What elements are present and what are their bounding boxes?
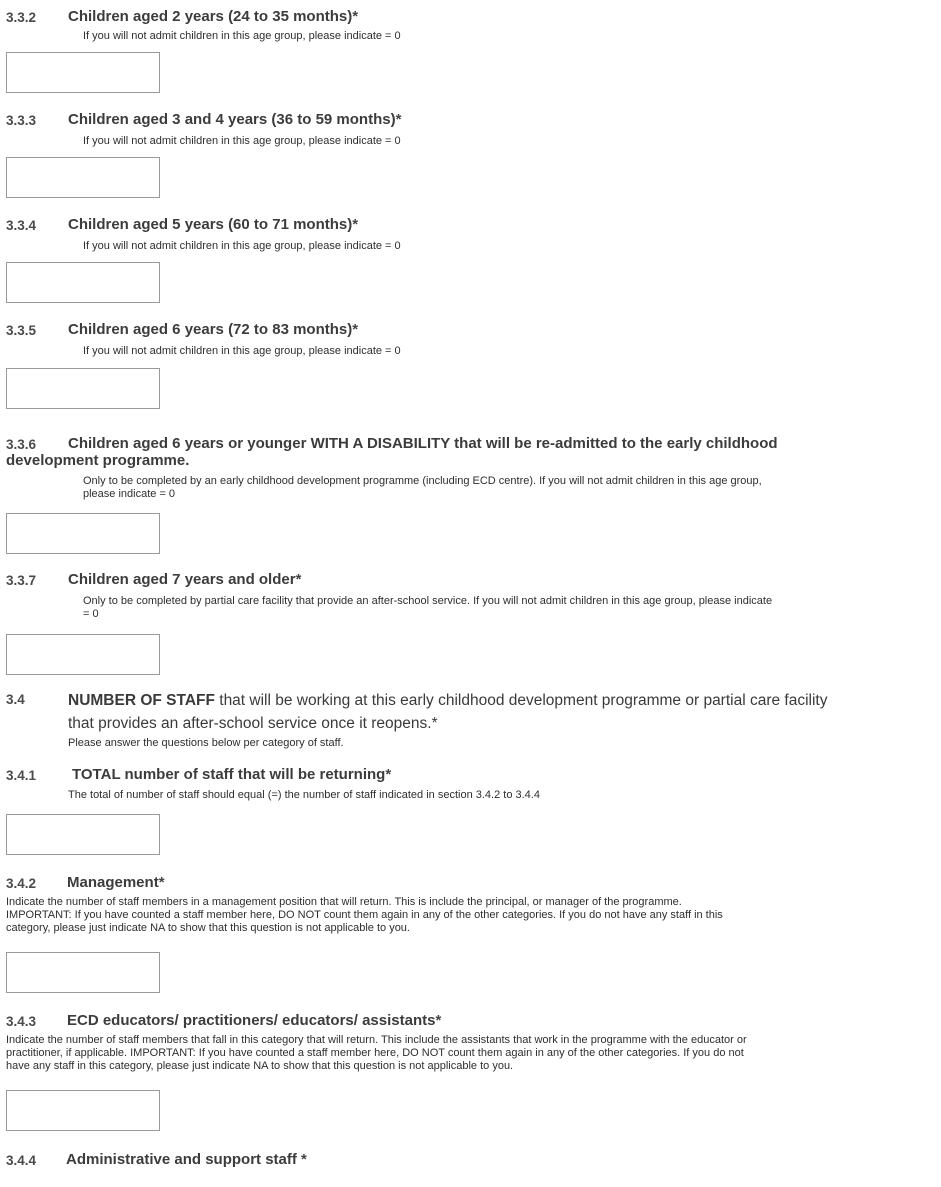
question-number: 3.4.1 (6, 768, 37, 783)
question-hint: If you will not admit children in this age group, please indicate = 0 (83, 135, 401, 147)
answer-input-3-3-2[interactable] (6, 52, 160, 93)
question-hint-line-1: Only to be completed by an early childhood development programme (including ECD centre). If you will not admit children in this age group, (83, 475, 762, 487)
answer-input-3-3-4[interactable] (6, 262, 160, 303)
question-title: Children aged 3 and 4 years (36 to 59 months)* (68, 111, 402, 128)
section-title-line-2: that provides an after-school service once it reopens.* (68, 715, 438, 732)
question-number: 3.3.4 (6, 218, 37, 233)
answer-input-3-3-3[interactable] (6, 157, 160, 198)
answer-input-3-4-1[interactable] (6, 814, 160, 855)
question-number: 3.4.4 (6, 1153, 37, 1168)
question-number: 3.3.7 (6, 573, 37, 588)
question-title: Children aged 5 years (60 to 71 months)* (68, 216, 359, 233)
question-title: Children aged 2 years (24 to 35 months)* (68, 8, 359, 25)
question-title: ECD educators/ practitioners/ educators/ assistants* (67, 1012, 442, 1029)
section-hint: Please answer the questions below per category of staff. (68, 737, 344, 749)
question-title: Management* (67, 874, 165, 891)
question-hint-line-3: have any staff in this category, please just indicate NA to show that this question is not applicable to you. (6, 1060, 514, 1072)
answer-input-3-4-2[interactable] (6, 952, 160, 993)
answer-input-3-3-7[interactable] (6, 634, 160, 675)
question-hint-line-1: Indicate the number of staff members in a management position that will return. This is include the principal, or manager of the programme. (6, 896, 682, 908)
question-hint: If you will not admit children in this age group, please indicate = 0 (83, 30, 401, 42)
question-hint-line-2: practitioner, if applicable. IMPORTANT: If you have counted a staff member here, DO NOT count them again in any of the other categories. If you do not (6, 1047, 744, 1059)
answer-input-3-3-5[interactable] (6, 368, 160, 409)
question-hint: If you will not admit children in this age group, please indicate = 0 (83, 345, 401, 357)
section-number: 3.4 (6, 692, 25, 707)
question-title: Children aged 7 years and older* (68, 571, 302, 588)
question-hint-line-2: IMPORTANT: If you have counted a staff member here, DO NOT count them again in any of the other categories. If you do not have any staff in this (6, 909, 723, 921)
question-hint: The total of number of staff should equal (=) the number of staff indicated in section 3.4.2 to 3.4.4 (68, 789, 540, 801)
question-hint-line-1: Only to be completed by partial care facility that provide an after-school service. If you will not admit children in this age group, please indicate (83, 595, 773, 607)
question-number: 3.3.3 (6, 113, 37, 128)
question-title-line-1: Children aged 6 years or younger WITH A DISABILITY that will be re-admitted to the early childhood (68, 435, 778, 452)
question-number: 3.4.2 (6, 876, 37, 891)
question-hint-line-1: Indicate the number of staff members that fall in this category that will return. This include the assistants that work in the programme with the educator or (6, 1034, 747, 1046)
question-title: TOTAL number of staff that will be returning* (72, 766, 392, 783)
question-title: Children aged 6 years (72 to 83 months)* (68, 321, 359, 338)
question-number: 3.3.6 (6, 437, 37, 452)
question-number: 3.3.2 (6, 10, 37, 25)
question-hint: If you will not admit children in this age group, please indicate = 0 (83, 240, 401, 252)
question-title: Administrative and support staff * (66, 1151, 307, 1168)
section-title (68, 689, 928, 735)
question-number: 3.4.3 (6, 1014, 37, 1029)
question-number: 3.3.5 (6, 323, 37, 338)
answer-input-3-4-3[interactable] (6, 1090, 160, 1131)
section-title-line-1: NUMBER OF STAFF that will be working at this early childhood development programme or partial care facility (68, 692, 828, 709)
question-hint-line-2: please indicate = 0 (83, 488, 176, 500)
answer-input-3-3-6[interactable] (6, 513, 160, 554)
question-title-line-2: development programme. (6, 452, 190, 469)
question-hint-line-2: = 0 (83, 608, 99, 620)
question-hint-line-3: category, please just indicate NA to show that this question is not applicable to you. (6, 922, 410, 934)
